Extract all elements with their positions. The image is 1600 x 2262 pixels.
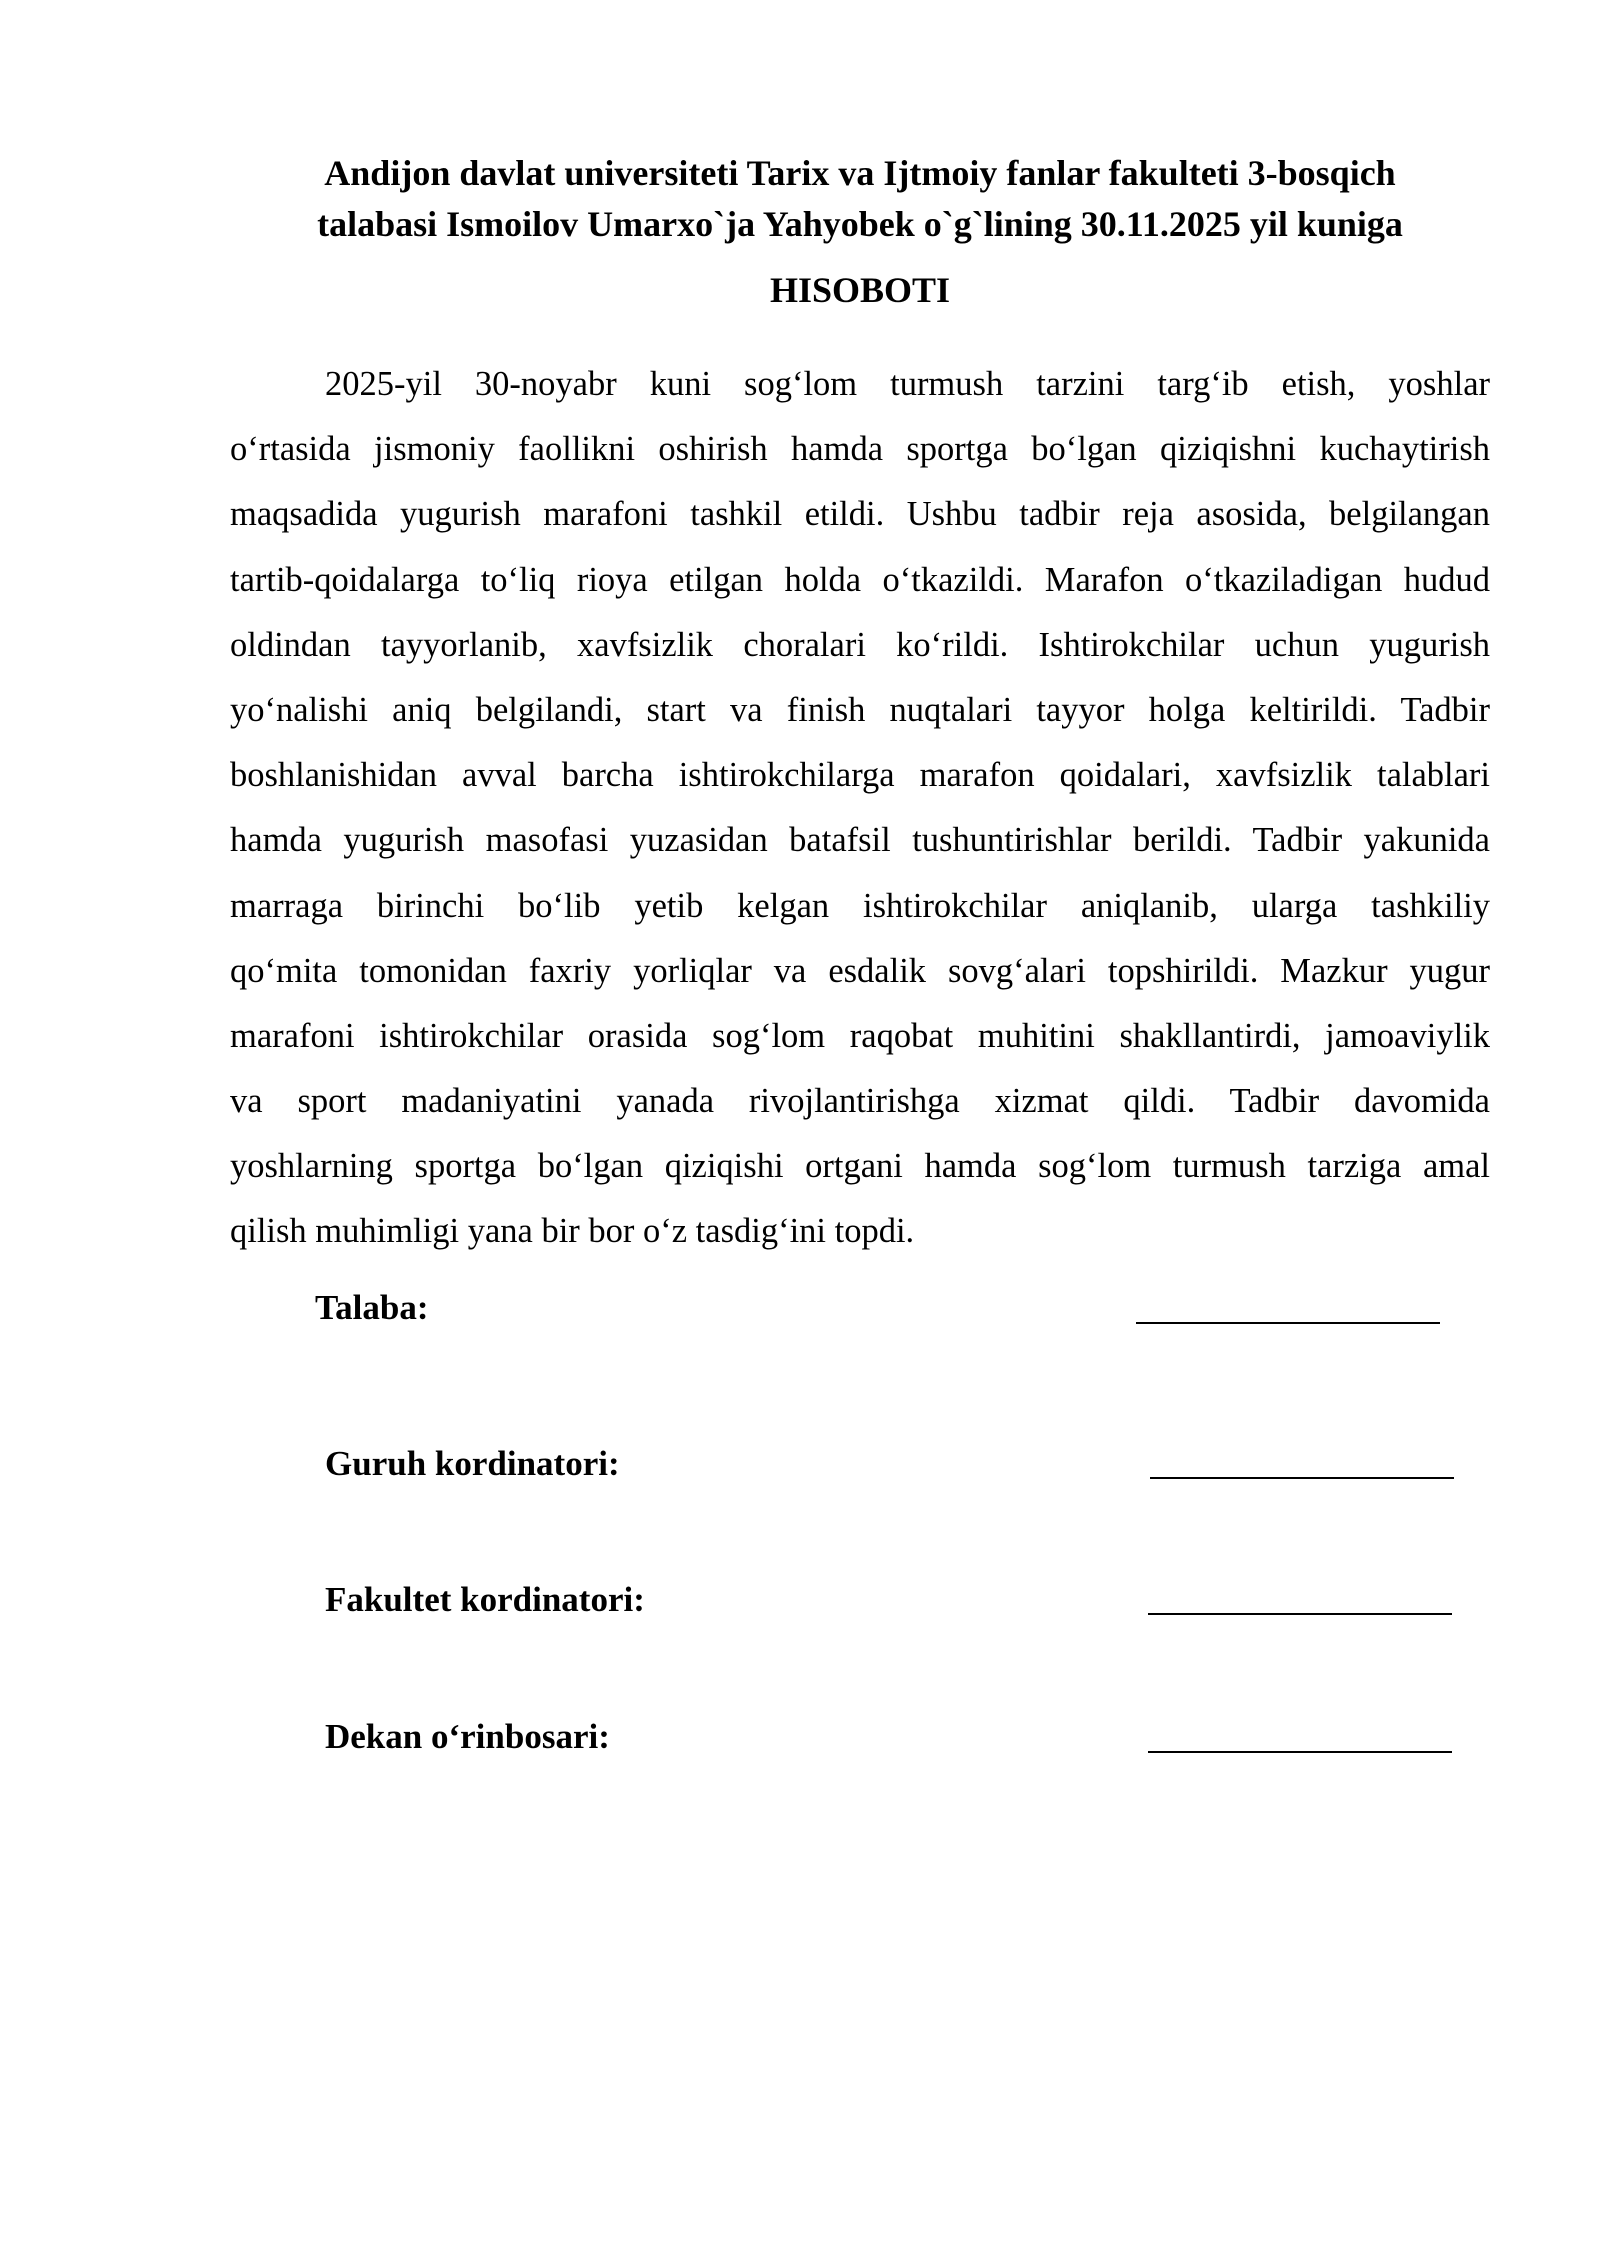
document-title: HISOBOTI <box>769 270 951 310</box>
signature-line-deputy-dean <box>1148 1751 1452 1753</box>
body-line: o‘rtasida jismoniy faollikni oshirish hamda sportga bo‘lgan qiziqishni kuchaytirish <box>230 430 1490 469</box>
signature-line-faculty-coordinator <box>1148 1613 1452 1615</box>
header-line-1: Andijon davlat universiteti Tarix va Ijtmoiy fanlar fakulteti 3-bosqich <box>324 153 1396 193</box>
body-line: qo‘mita tomonidan faxriy yorliqlar va esdalik sovg‘alari topshirildi. Mazkur yugur <box>230 951 1490 990</box>
report-body <box>230 352 1490 1265</box>
signature-label-student: Talaba: <box>315 1288 429 1327</box>
body-line: hamda yugurish masofasi yuzasidan batafsil tushuntirishlar berildi. Tadbir yakunida <box>230 821 1490 860</box>
body-line: 2025-yil 30-noyabr kuni sog‘lom turmush tarzini targ‘ib etish, yoshlar <box>325 365 1490 403</box>
signature-label-group-coordinator: Guruh kordinatori: <box>325 1444 620 1483</box>
signature-label-faculty-coordinator: Fakultet kordinatori: <box>325 1580 645 1619</box>
body-line: yo‘nalishi aniq belgilandi, start va finish nuqtalari tayyor holga keltirildi. Tadbir <box>230 690 1490 729</box>
document-header <box>230 148 1490 250</box>
header-line-2: talabasi Ismoilov Umarxo`ja Yahyobek o`g`lining 30.11.2025 yil kuniga <box>317 204 1403 244</box>
body-line: tartib-qoidalarga to‘liq rioya etilgan holda o‘tkazildi. Marafon o‘tkaziladigan hudud <box>230 560 1490 599</box>
body-line: boshlanishidan avval barcha ishtirokchilarga marafon qoidalari, xavfsizlik talablari <box>230 756 1490 795</box>
signature-line-student <box>1136 1322 1440 1324</box>
body-line: yoshlarning sportga bo‘lgan qiziqishi ortgani hamda sog‘lom turmush tarziga amal <box>230 1147 1490 1186</box>
body-line: va sport madaniyatini yanada rivojlantirishga xizmat qildi. Tadbir davomida <box>230 1082 1490 1121</box>
signature-label-deputy-dean: Dekan o‘rinbosari: <box>325 1717 610 1756</box>
body-line: maqsadida yugurish marafoni tashkil etildi. Ushbu tadbir reja asosida, belgilangan <box>230 495 1490 534</box>
body-line: qilish muhimligi yana bir bor o‘z tasdig‘ini topdi. <box>230 1212 915 1251</box>
body-line: marraga birinchi bo‘lib yetib kelgan ishtirokchilar aniqlanib, ularga tashkiliy <box>230 886 1490 925</box>
body-line: marafoni ishtirokchilar orasida sog‘lom raqobat muhitini shakllantirdi, jamoaviylik <box>230 1016 1490 1055</box>
signature-line-group-coordinator <box>1150 1477 1454 1479</box>
body-line: oldindan tayyorlanib, xavfsizlik choralari ko‘rildi. Ishtirokchilar uchun yugurish <box>230 625 1490 664</box>
